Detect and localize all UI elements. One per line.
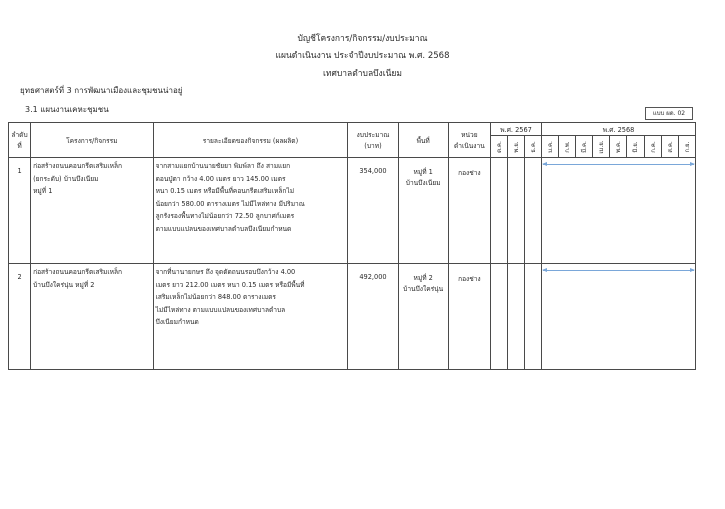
project-details: จากที่นานายกษร ถึง จุดตัดถนนรอบบึงกว้าง 4.00 เมตร ยาว 212.00 เมตร หนา 0.15 เมตร หรือมีพื้นที่ เสริมเหล็กไม่น้อยกว่า 848.00 ตารางเมตร ไม่มีไหล่ทาง ตามแบบแปลนของเทศบาลตำบล บึงเนียมกำหนด [153,264,348,370]
month-header: ม.ค. [542,136,559,158]
month-header: ก.ค. [644,136,661,158]
doc-subtitle: แผนดำเนินงาน ประจำปีงบประมาณ พ.ศ. 2568 [275,51,450,61]
col-details-header: รายละเอียดของกิจกรรม (ผลผลิต) [153,123,348,158]
project-name: ก่อสร้างถนนคอนกรีตเสริมเหล็ก (ยกระดับ) บ้านบึงเนียม หมู่ที่ 1 [31,158,154,264]
year-2567-header: พ.ศ. 2567 [490,123,541,136]
month-header: ก.ย. [678,136,695,158]
form-code-badge: แบบ ผด. 02 [645,107,693,120]
table-row [9,158,696,264]
table-row [9,264,696,370]
schedule-cell [542,264,696,370]
month-header: พ.ย. [508,136,525,158]
schedule-arrow [543,164,694,165]
col-unit-header: หน่วย ดำเนินงาน [448,123,490,158]
month-header: ก.พ. [559,136,576,158]
area-value: หมู่ที่ 1 บ้านบึงเนียม [398,158,448,264]
budget-value: 492,000 [348,264,398,370]
month-header: ธ.ค. [525,136,542,158]
month-header: พ.ค. [610,136,627,158]
schedule-arrow [543,270,694,271]
month-header: เม.ย. [593,136,610,158]
project-details: จากสามแยกบ้านนายชัยยา พิมพ์ลา ถึง สามแยก ดอนปู่ตา กว้าง 4.00 เมตร ยาว 145.00 เมตร หนา 0.15 เมตร หรือมีพื้นที่คอนกรีตเสริมเหล็กไม่ น้อยกว่า 580.00 ตารางเมตร ไม่มีไหล่ทาง มีปริมาณ ลูกรังรองพื้นทางไม่น้อยกว่า 72.50 ลูกบาศก์เมตร ตามแบบแปลนของเทศบาลตำบลบึงเนียมกำหนด [153,158,348,264]
area-value: หมู่ที่ 2 บ้านบึงใคร่นุ่น [398,264,448,370]
year-2568-header: พ.ศ. 2568 [542,123,696,136]
month-header: มิ.ย. [627,136,644,158]
doc-title: บัญชีโครงการ/กิจกรรม/งบประมาณ [297,34,428,44]
budget-value: 354,000 [348,158,398,264]
project-table [8,122,696,370]
col-area-header: พื้นที่ [398,123,448,158]
doc-organization: เทศบาลตำบลบึงเนียม [322,69,403,79]
col-project-header: โครงการ/กิจกรรม [31,123,154,158]
row-number: 2 [9,264,31,370]
col-no-header: ลำดับ ที่ [9,123,31,158]
row-number: 1 [9,158,31,264]
unit-value: กองช่าง [448,158,490,264]
col-budget-header: งบประมาณ (บาท) [348,123,398,158]
month-header: มี.ค. [576,136,593,158]
unit-value: กองช่าง [448,264,490,370]
month-header: ต.ค. [490,136,507,158]
schedule-cell [542,158,696,264]
project-name: ก่อสร้างถนนคอนกรีตเสริมเหล็ก บ้านบึงใคร่นุ่น หมู่ที่ 2 [31,264,154,370]
strategy-heading: ยุทธศาสตร์ที่ 3 การพัฒนาเมืองและชุมชนน่าอยู่ [20,86,183,95]
plan-heading: 3.1 แผนงานเคหะชุมชน [25,105,109,114]
month-header: ส.ค. [661,136,678,158]
